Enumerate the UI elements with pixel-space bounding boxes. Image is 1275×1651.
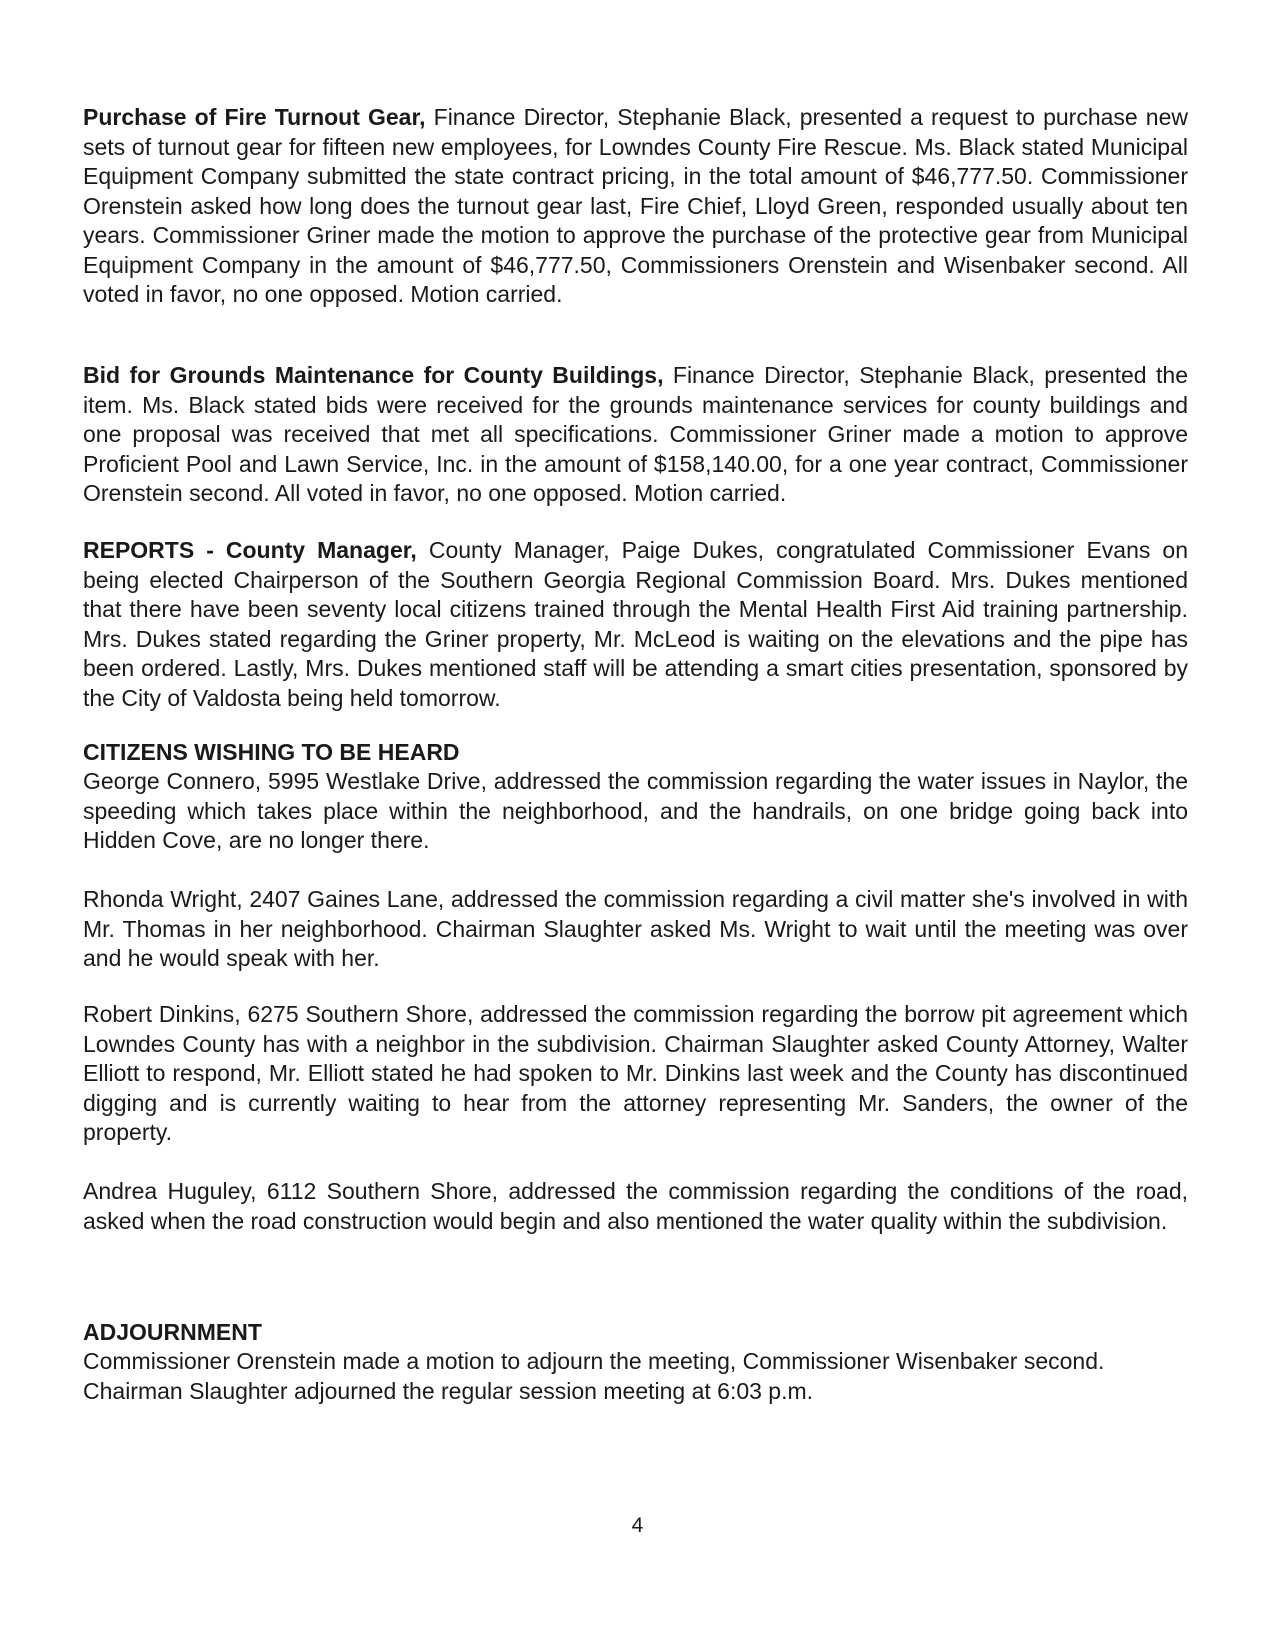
- grounds-maintenance-body: Finance Director, Stephanie Black, presented the item. Ms. Black stated bids were received for the grounds maintenance services for county buildings and one proposal was received that met all specifications. Commissioner Griner made a motion to approve Proficient Pool and Lawn Service, Inc. in the amount of $158,140.00, for a one year contract, Commissioner Orenstein second. All voted in favor, no one opposed. Motion carried.: [83, 362, 1188, 506]
- citizen-comment-wright: Rhonda Wright, 2407 Gaines Lane, addressed the commission regarding a civil matter she's involved in with Mr. Thomas in her neighborhood. Chairman Slaughter asked Ms. Wright to wait until the meeting was over and he would speak with her.: [83, 886, 1188, 971]
- county-manager-report-paragraph: [83, 536, 1188, 713]
- grounds-maintenance-paragraph: [83, 361, 1188, 509]
- county-manager-report-heading: REPORTS - County Manager,: [83, 537, 417, 563]
- adjournment-heading: ADJOURNMENT: [83, 1319, 262, 1345]
- fire-turnout-gear-paragraph: [83, 103, 1188, 310]
- fire-turnout-gear-heading: Purchase of Fire Turnout Gear,: [83, 104, 426, 130]
- page-number: 4: [631, 1514, 644, 1537]
- fire-turnout-gear-body: Finance Director, Stephanie Black, presented a request to purchase new sets of turnout gear for fifteen new employees, for Lowndes County Fire Rescue. Ms. Black stated Municipal Equipment Company submitted the state contract pricing, in the total amount of $46,777.50. Commissioner Orenstein asked how long does the turnout gear last, Fire Chief, Lloyd Green, responded usually about ten years. Commissioner Griner made the motion to approve the purchase of the protective gear from Municipal Equipment Company in the amount of $46,777.50, Commissioners Orenstein and Wisenbaker second. All voted in favor, no one opposed. Motion carried.: [83, 104, 1189, 307]
- citizen-comment-huguley: Andrea Huguley, 6112 Southern Shore, addressed the commission regarding the conditions of the road, asked when the road construction would begin and also mentioned the water quality within the subdivision.: [83, 1178, 1188, 1234]
- citizen-comment-connero: George Connero, 5995 Westlake Drive, addressed the commission regarding the water issues in Naylor, the speeding which takes place within the neighborhood, and the handrails, on one bridge going back into Hidden Cove, are no longer there.: [83, 768, 1188, 853]
- adjournment-paragraph: Commissioner Orenstein made a motion to adjourn the meeting, Commissioner Wisenbaker second. Chairman Slaughter adjourned the regular session meeting at 6:03 p.m.: [83, 1348, 1105, 1404]
- county-manager-report-body: County Manager, Paige Dukes, congratulated Commissioner Evans on being elected Chairperson of the Southern Georgia Regional Commission Board. Mrs. Dukes mentioned that there have been seventy local citizens trained through the Mental Health First Aid training partnership. Mrs. Dukes stated regarding the Griner property, Mr. McLeod is waiting on the elevations and the pipe has been ordered. Lastly, Mrs. Dukes mentioned staff will be attending a smart cities presentation, sponsored by the City of Valdosta being held tomorrow.: [83, 537, 1188, 711]
- citizen-comment-dinkins: Robert Dinkins, 6275 Southern Shore, addressed the commission regarding the borrow pit agreement which Lowndes County has with a neighbor in the subdivision. Chairman Slaughter asked County Attorney, Walter Elliott to respond, Mr. Elliott stated he had spoken to Mr. Dinkins last week and the County has discontinued digging and is currently waiting to hear from the attorney representing Mr. Sanders, the owner of the property.: [83, 1001, 1188, 1145]
- citizens-heading: CITIZENS WISHING TO BE HEARD: [83, 739, 460, 765]
- grounds-maintenance-heading: Bid for Grounds Maintenance for County Buildings,: [83, 362, 664, 388]
